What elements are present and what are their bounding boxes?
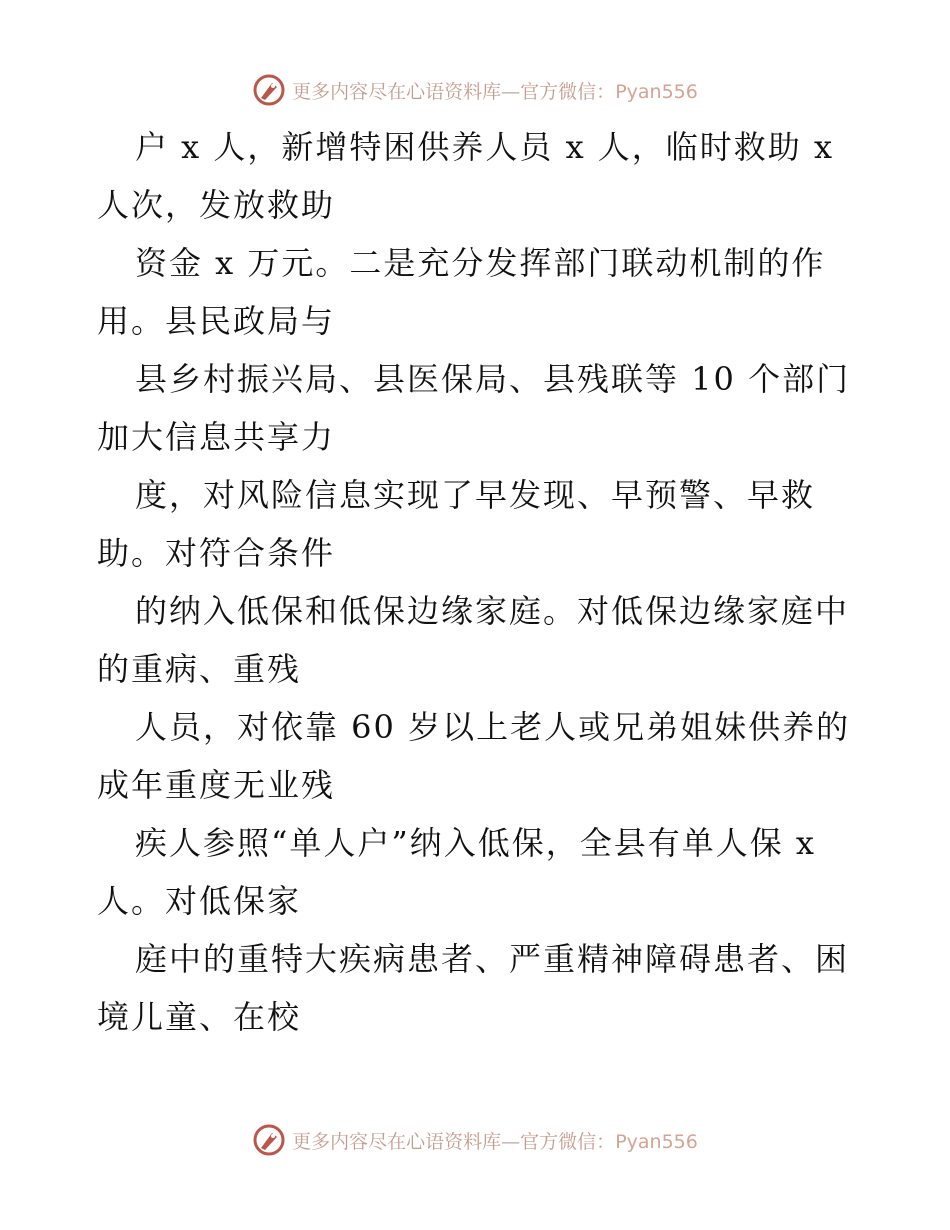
- text-line: 成年重度无业残: [97, 766, 336, 804]
- text-line: 户 x 人，新增特困供养人员 x 人，临时救助 x: [135, 128, 835, 166]
- text-line: 境儿童、在校: [97, 998, 302, 1036]
- watermark-text: [292, 77, 698, 104]
- text-line: 用。县民政局与: [97, 302, 336, 340]
- watermark-wechat-handle: Pyan556: [615, 80, 698, 103]
- text-line: 疾人参照“单人户”纳入低保，全县有单人保 x: [135, 824, 816, 862]
- text-line: 度，对风险信息实现了早发现、早预警、早救: [135, 476, 816, 514]
- text-line: 的纳入低保和低保边缘家庭。对低保边缘家庭中: [135, 592, 850, 630]
- footer-watermark: [0, 1120, 950, 1160]
- text-line: 的重病、重残: [97, 650, 302, 688]
- watermark-site-text: 更多内容尽在心语资料库: [292, 80, 502, 103]
- text-line: 资金 x 万元。二是充分发挥部门联动机制的作: [135, 244, 826, 282]
- watermark-wechat-handle: Pyan556: [615, 1130, 698, 1153]
- text-line: 加大信息共享力: [97, 418, 336, 456]
- text-line: 助。对符合条件: [97, 534, 336, 572]
- text-line: 人次，发放救助: [97, 186, 336, 224]
- text-line: 人。对低保家: [97, 882, 302, 920]
- watermark-wechat-label: 官方微信：: [520, 80, 616, 103]
- watermark-separator: —: [501, 80, 521, 103]
- watermark-text: [292, 1127, 698, 1154]
- text-line: 庭中的重特大疾病患者、严重精神障碍患者、困: [135, 940, 850, 978]
- pen-nib-circle-icon: [252, 73, 286, 107]
- header-watermark: [0, 70, 950, 110]
- text-line: 县乡村振兴局、县医保局、县残联等 10 个部门: [135, 360, 851, 398]
- watermark-wechat-label: 官方微信：: [520, 1130, 616, 1153]
- pen-nib-circle-icon: [252, 1123, 286, 1157]
- watermark-site-text: 更多内容尽在心语资料库: [292, 1130, 502, 1153]
- document-body: [97, 118, 857, 1046]
- watermark-separator: —: [501, 1130, 521, 1153]
- text-line: 人员，对依靠 60 岁以上老人或兄弟姐妹供养的: [135, 708, 851, 746]
